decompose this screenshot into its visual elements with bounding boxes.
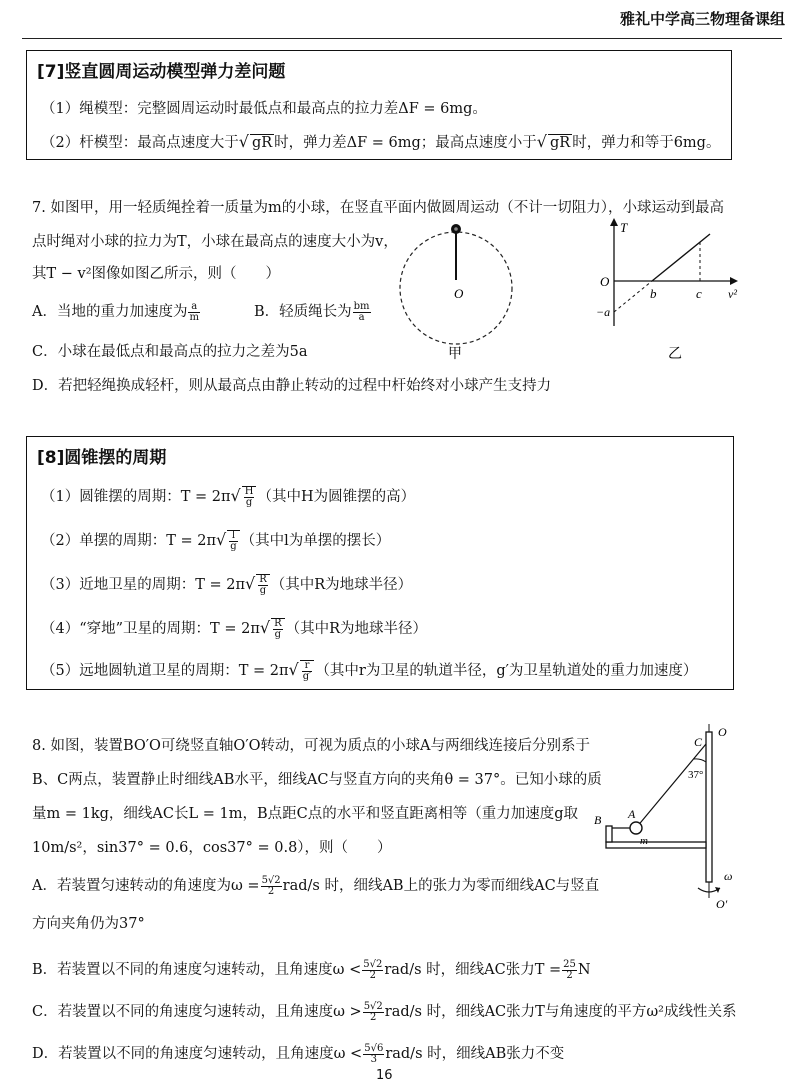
s8-l2-num: l [229, 531, 237, 542]
section8-line2 [41, 529, 390, 552]
yi-c-label: c [696, 286, 702, 301]
q8-B-den2: 2 [566, 969, 573, 981]
yi-T-label: T [620, 220, 628, 235]
q7-optB-den: a [358, 311, 365, 323]
s8-l2-a: （2）单摆的周期：T = 2π [41, 533, 217, 549]
section7-line2-a: （2）杆模型：最高点速度大于 [41, 135, 239, 151]
sqrt-gR-2: gR [550, 135, 571, 151]
s8-l2-frac [227, 530, 239, 552]
q8-string-AC [636, 744, 706, 828]
q8-optA [32, 874, 599, 897]
q7-stem3: 其T − v²图像如图乙所示，则（ ） [32, 266, 281, 282]
sqrt-icon: √ [245, 574, 256, 593]
q8-D-num: 5√6 [364, 1042, 384, 1054]
q7-optB [254, 300, 372, 323]
q8-A1: A．若装置匀速转动的角速度为ω = [32, 878, 260, 894]
q8-figure [594, 722, 754, 914]
sqrt-icon: √ [230, 486, 241, 505]
s8-l3-den: g [259, 585, 267, 596]
q7-optC: C．小球在最低点和最高点的拉力之差为5a [32, 344, 308, 360]
s8-l5-den: g′ [302, 671, 312, 682]
q8-B-num2: 25 [563, 958, 576, 970]
header-group: 雅礼中学高三物理备课组 [619, 10, 785, 28]
s8-l4-den: g [274, 629, 282, 640]
s8-l2-den: g [230, 541, 237, 552]
q8-label-A: A [628, 807, 636, 821]
page-number: 16 [376, 1068, 393, 1083]
section7-title: [7]竖直圆周运动模型弹力差问题 [37, 62, 286, 82]
section7-box [26, 50, 732, 160]
q7-optA [32, 300, 201, 323]
q8-B3: N [577, 962, 591, 978]
q7-optA-num: a [188, 302, 199, 313]
section7-line2-c: 时，弹力和等于6mg。 [572, 135, 721, 151]
section8-line5 [41, 659, 697, 682]
s8-l5-b: （其中r为卫星的轨道半径，g′为卫星轨道处的重力加速度） [315, 663, 698, 679]
sqrt-icon: √ [238, 132, 249, 151]
q8-A-frac [261, 876, 282, 897]
q8-optD [32, 1042, 564, 1065]
q8-optB [32, 958, 591, 981]
q7-optD: D．若把轻绳换成轻杆，则从最高点由静止转动的过程中杆始终对小球产生支持力 [32, 378, 552, 394]
q8-label-Oprime: O′ [716, 897, 728, 911]
q8-D1: D．若装置以不同的角速度匀速转动，且角速度ω < [32, 1046, 363, 1062]
q8-D2: rad/s 时，细线AB张力不变 [385, 1046, 565, 1062]
yi-x-arrow [730, 277, 738, 285]
q8-label-m: m [640, 835, 648, 847]
q7-stem2: 点时绳对小球的拉力为T，小球在最高点的速度大小为v， [32, 234, 398, 250]
q8-C2: rad/s 时，细线AC张力T与角速度的平方ω²成线性关系 [384, 1004, 737, 1020]
q8-C-num: 5√2 [363, 1000, 383, 1012]
yi-v2-label: v² [728, 287, 737, 301]
section7-line2 [41, 131, 720, 152]
q8-C1: C．若装置以不同的角速度匀速转动，且角速度ω > [32, 1004, 362, 1020]
q8-C-den: 2 [370, 1011, 377, 1023]
s8-l3-frac [256, 574, 270, 596]
q8-ball-A [630, 822, 642, 834]
q7-optB-num: bm [353, 300, 370, 312]
q8-D-den: 3 [370, 1053, 377, 1065]
sqrt-icon: √ [216, 530, 227, 549]
q8-s3: 量m = 1kg，细线AC长L = 1m，B点距C点的水平和竖直距离相等（重力加速度g取 [32, 806, 578, 822]
q7-optA-frac [188, 302, 199, 323]
jia-ball-highlight [454, 227, 458, 231]
section8-title: [8]圆锥摆的周期 [37, 448, 167, 468]
q8-B-den: 2 [369, 969, 376, 981]
q8-A2: rad/s 时，细线AB上的张力为零而细线AC与竖直 [282, 878, 600, 894]
section7-line2-b: 时，弹力差ΔF = 6mg；最高点速度小于 [274, 135, 537, 151]
q8-label-angle: 37° [688, 769, 704, 781]
s8-l3-b: （其中R为地球半径） [270, 577, 413, 593]
yi-a-label: −a [596, 305, 611, 319]
s8-l1-b: （其中H为圆锥摆的高） [257, 489, 416, 505]
s8-l3-num: R [259, 574, 267, 585]
section7-line1: （1）绳模型：完整圆周运动时最低点和最高点的拉力差ΔF = 6mg。 [41, 101, 487, 117]
q8-label-B: B [594, 813, 602, 827]
yi-O-label: O [600, 274, 610, 289]
q8-B-post [606, 826, 612, 842]
q7-figure-yi [596, 214, 746, 374]
q8-optA-line2: 方向夹角仍为37° [32, 916, 145, 932]
q8-angle-arc [694, 759, 706, 762]
q8-vertical-axis-rod [706, 732, 712, 882]
yi-extension [614, 281, 652, 312]
q7-figure-jia [398, 220, 528, 370]
jia-caption: 甲 [448, 346, 462, 362]
q8-horizontal-arm [606, 842, 706, 848]
s8-l4-a: （4）“穿地”卫星的周期：T = 2π [41, 621, 260, 637]
s8-l3-a: （3）近地卫星的周期：T = 2π [41, 577, 246, 593]
header-rule [22, 38, 782, 39]
s8-l5-a: （5）远地圆轨道卫星的周期：T = 2π [41, 663, 289, 679]
s8-l1-den: g [245, 497, 253, 508]
q8-B1: B．若装置以不同的角速度匀速转动，且角速度ω < [32, 962, 362, 978]
q8-A-num: 5√2 [261, 874, 281, 886]
sqrt-icon: √ [259, 618, 271, 637]
q8-A-den: 2 [267, 885, 275, 897]
s8-l5-frac [300, 660, 315, 682]
q7-optA-text: A．当地的重力加速度为 [32, 304, 188, 320]
q8-optC [32, 1000, 736, 1023]
s8-l1-a: （1）圆锥摆的周期：T = 2π [41, 489, 231, 505]
s8-l4-num: R [274, 618, 282, 629]
q8-B-num: 5√2 [363, 958, 383, 970]
q7-optA-den: m [189, 311, 199, 323]
s8-l1-num: H [244, 486, 254, 497]
s8-l2-b: （其中l为单摆的摆长） [240, 533, 391, 549]
s8-l5-num: r [302, 661, 313, 672]
q8-label-C: C [694, 735, 703, 749]
q8-s1: 8. 如图，装置BO′O可绕竖直轴O′O转动，可视为质点的小球A与两细线连接后分别系于 [32, 738, 590, 754]
yi-b-label: b [650, 286, 657, 301]
section8-box [26, 436, 734, 690]
q8-C-frac [363, 1002, 384, 1023]
q7-stem1: 7. 如图甲，用一轻质绳拴着一质量为m的小球，在竖直平面内做圆周运动（不计一切阻力），小球运动到最高 [32, 200, 724, 216]
yi-y-arrow [610, 218, 618, 226]
q8-D-frac [363, 1044, 384, 1065]
q8-B-frac2 [562, 960, 577, 981]
yi-caption: 乙 [668, 346, 682, 362]
q8-label-O: O [718, 725, 727, 739]
q7-optB-frac [353, 302, 371, 323]
s8-l4-frac [271, 618, 285, 640]
jia-center-label: O [454, 286, 464, 301]
sqrt-gR-1: gR [251, 135, 273, 151]
q8-s4: 10m/s²，sin37° = 0.6，cos37° = 0.8），则（ ） [32, 840, 392, 856]
section8-line4 [41, 617, 427, 640]
s8-l1-frac [242, 486, 257, 508]
sqrt-icon: √ [536, 132, 547, 151]
q7-optB-text: B．轻质绳长为 [254, 304, 352, 320]
section8-line1 [41, 485, 415, 508]
q8-B2: rad/s 时，细线AC张力T = [384, 962, 562, 978]
q8-B-frac [362, 960, 383, 981]
sqrt-icon: √ [288, 660, 299, 679]
s8-l4-b: （其中R为地球半径） [285, 621, 428, 637]
q8-label-omega: ω [724, 869, 733, 883]
section8-line3 [41, 573, 412, 596]
yi-graph-line [652, 234, 710, 281]
q8-s2: B、C两点，装置静止时细线AB水平，细线AC与竖直方向的夹角θ = 37°。已知小球的质 [32, 772, 602, 788]
